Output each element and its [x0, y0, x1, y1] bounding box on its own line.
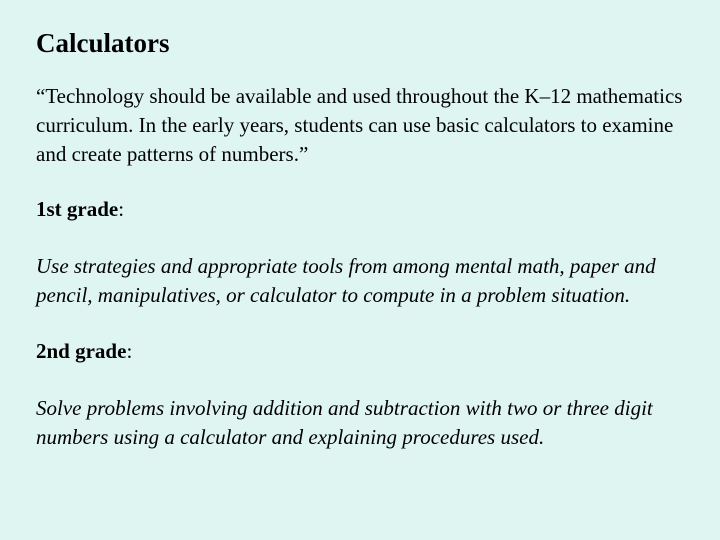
standards-quote: “Technology should be available and used throughout the K–12 mathematics curriculum. In the early years, students can use basic calculators to examine and create patterns of numbers.” — [36, 84, 683, 166]
grade-2-label: 2nd grade — [36, 339, 127, 363]
grade-2-description: Solve problems involving addition and subtraction with two or three digit numbers using a calculator and explaining procedures used. — [36, 396, 653, 449]
grade-1-colon: : — [118, 197, 125, 221]
grade-2-heading — [36, 337, 690, 366]
grade-1-description: Use strategies and appropriate tools from among mental math, paper and pencil, manipulatives, or calculator to compute in a problem situation. — [36, 254, 656, 307]
slide-title: Calculators — [36, 28, 170, 58]
grade-2-colon: : — [126, 339, 133, 363]
grade-1-heading — [36, 195, 690, 224]
grade-1-label: 1st grade — [36, 197, 119, 221]
